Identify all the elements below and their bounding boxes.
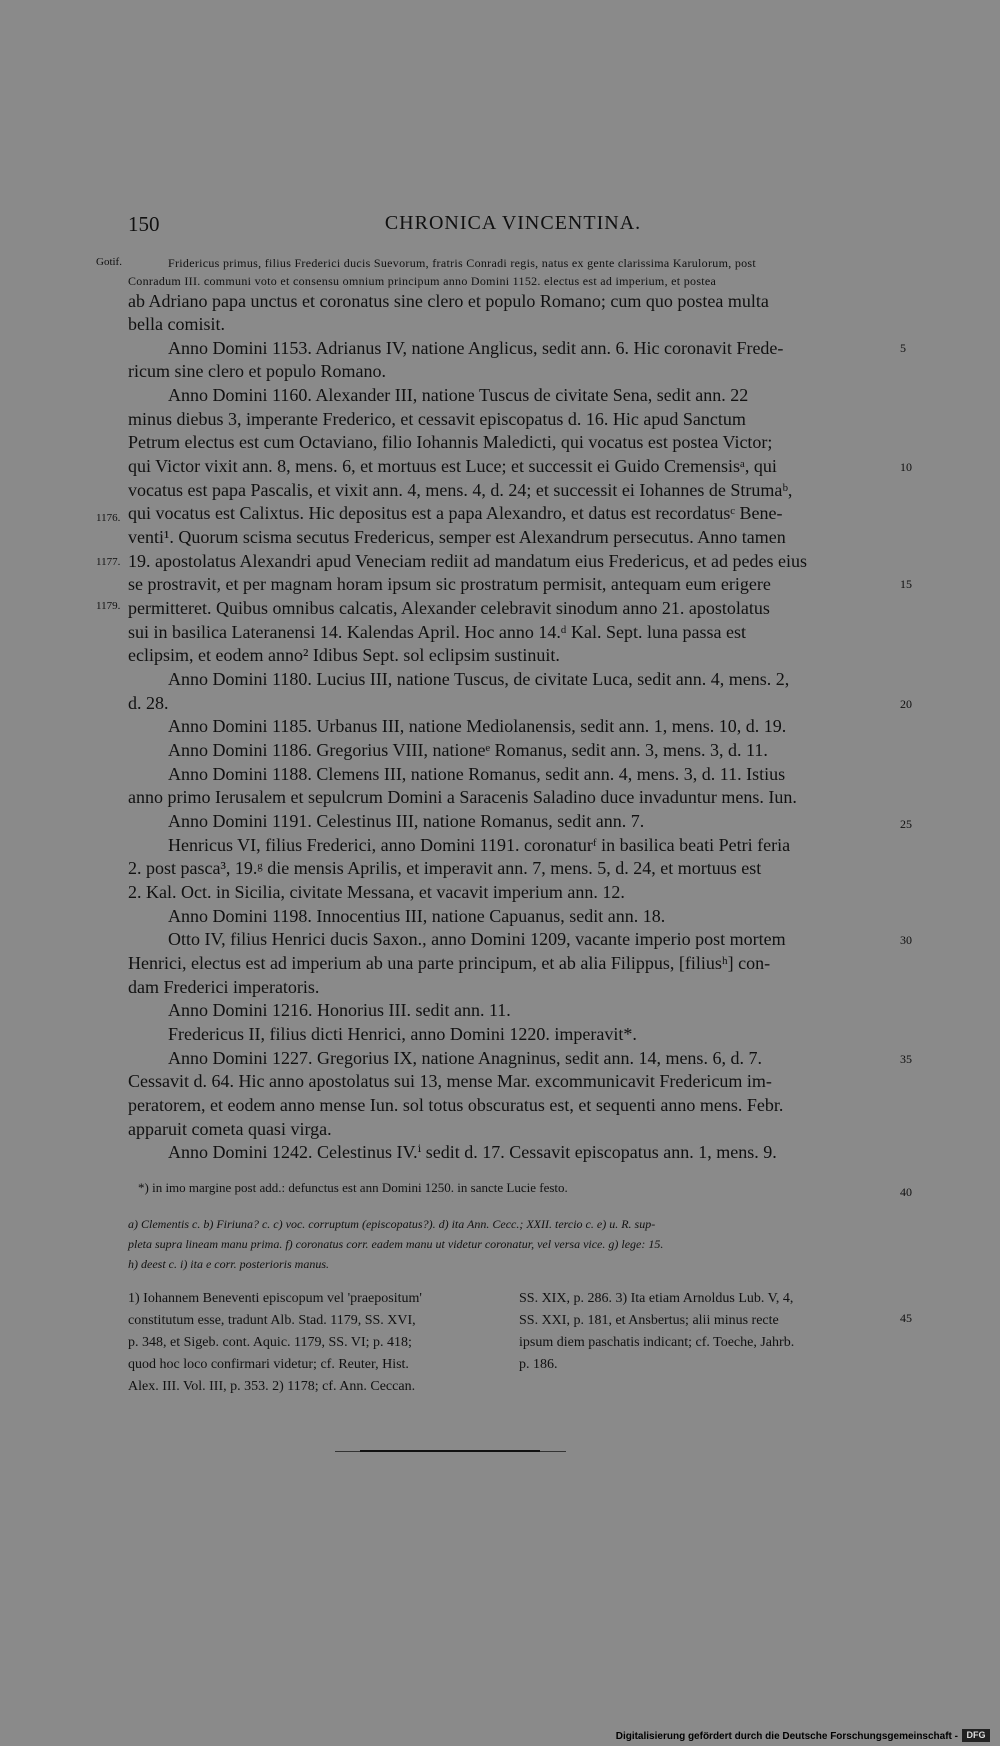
line-number: 30 [900,933,912,947]
text-line: Cessavit d. 64. Hic anno apostolatus sui 13, mense Mar. excommunicavit Fredericum im- [128,1071,772,1091]
dfg-logo-icon: DFG [962,1729,990,1742]
critical-note: h) deest c. i) ita e corr. posterioris manus. [128,1257,329,1271]
critical-note: a) Clementis c. b) Firiuna? c. c) voc. corruptum (episcopatus?). d) ita Ann. Cecc.; XXII. tercio c. e) u. R. sup- [128,1217,656,1231]
text-line: d. 28. [128,693,169,713]
footnotes-left-column [128,1288,422,1398]
text-line: Anno Domini 1216. Honorius III. sedit ann. 11. [168,1000,511,1020]
margin-note-left: 1177. [96,556,121,568]
text-line: qui Victor vixit ann. 8, mens. 6, et mortuus est Luce; et successit ei Guido Cremensisᵃ, qui [128,456,777,476]
line-number: 20 [900,697,912,711]
text-line: Fridericus primus, filius Frederici ducis Suevorum, fratris Conradi regis, natus ex gente clarissima Karulorum, post [168,256,757,270]
line-number: 35 [900,1052,912,1066]
line-number: 15 [900,577,912,591]
margin-note-left: 1176. [96,512,121,524]
page-number: 150 [128,212,160,236]
text-line: Anno Domini 1160. Alexander III, natione Tuscus de civitate Sena, sedit ann. 22 [168,385,749,405]
margin-note-left: Gotif. [96,256,122,268]
footnote-line: quod hoc loco confirmari videtur; cf. Reuter, Hist. [128,1357,409,1372]
text-line: vocatus est papa Pascalis, et vixit ann. 4, mens. 4, d. 24; et successit ei Iohannes de Strumaᵇ, [128,480,793,500]
text-line: Anno Domini 1185. Urbanus III, natione Mediolanensis, sedit ann. 1, mens. 10, d. 19. [168,716,787,736]
text-line: apparuit cometa quasi virga. [128,1119,332,1139]
footnote-line: SS. XXI, p. 181, et Ansbertus; alii minus recte [519,1313,779,1328]
text-line: 2. post pasca³, 19.ᵍ die mensis Aprilis, et imperavit ann. 7, mens. 5, d. 24, et mortuus est [128,858,762,878]
footnote-line: p. 348, et Sigeb. cont. Aquic. 1179, SS. VI; p. 418; [128,1335,412,1350]
text-line: peratorem, et eodem anno mense Iun. sol totus obscuratus est, et sequenti anno mens. Febr. [128,1095,784,1115]
critical-note: pleta supra lineam manu prima. f) coronatus corr. eadem manu ut videtur coronatur, vel versa vice. g) lege: 15. [128,1237,664,1251]
text-line: 19. apostolatus Alexandri apud Veneciam rediit ad mandatum eius Fredericus, et ad pedes eius [128,551,807,571]
footnote-line: 1) Iohannem Beneventi episcopum vel 'praepositum' [128,1291,422,1306]
text-line: venti¹. Quorum scisma secutus Fredericus, semper est Alexandrum persecutus. Anno tamen [128,527,786,547]
footnote-line: ipsum diem paschatis indicant; cf. Toeche, Jahrb. [519,1335,795,1350]
text-line: Anno Domini 1242. Celestinus IV.ⁱ sedit d. 17. Cessavit episcopatus ann. 1, mens. 9. [168,1142,777,1162]
footnote-line: Alex. III. Vol. III, p. 353. 2) 1178; cf. Ann. Ceccan. [128,1379,416,1394]
text-line: anno primo Ierusalem et sepulcrum Domini a Saracenis Saladino duce invaduntur mens. Iun. [128,787,797,807]
text-line: minus diebus 3, imperante Frederico, et cessavit episcopatus d. 16. Hic apud Sanctum [128,409,746,429]
text-line: Henrici, electus est ad imperium ab una parte principum, et ab alia Filippus, [filiusʰ] con- [128,953,771,973]
text-line: Anno Domini 1188. Clemens III, natione Romanus, sedit ann. 4, mens. 3, d. 11. Istius [168,764,786,784]
text-line: ricum sine clero et populo Romano. [128,361,386,381]
text-line: qui vocatus est Calixtus. Hic depositus est a papa Alexandro, et datus est recordatusᶜ Bene- [128,503,783,523]
text-line: Fredericus II, filius dicti Henrici, anno Domini 1220. imperavit*. [168,1024,637,1044]
text-line: sui in basilica Lateranensi 14. Kalendas April. Hoc anno 14.ᵈ Kal. Sept. luna passa est [128,622,746,642]
star-note: *) in imo margine post add.: defunctus est ann Domini 1250. in sancte Lucie festo. [138,1180,568,1195]
text-line: Henricus VI, filius Frederici, anno Domini 1191. coronaturᶠ in basilica beati Petri feria [168,835,791,855]
line-number: 45 [900,1311,912,1325]
digitization-credit: Digitalisierung gefördert durch die Deutsche Forschungsgemeinschaft - [615,1731,958,1742]
end-rule-left-fade [335,1451,361,1452]
text-line: Anno Domini 1191. Celestinus III, natione Romanus, sedit ann. 7. [168,811,645,831]
text-line: Anno Domini 1198. Innocentius III, natione Capuanus, sedit ann. 18. [168,906,666,926]
footnote-line: constitutum esse, tradunt Alb. Stad. 1179, SS. XVI, [128,1313,416,1328]
line-number: 25 [900,817,912,831]
page-header [128,212,898,242]
text-line: eclipsim, et eodem anno² Idibus Sept. sol eclipsim sustinuit. [128,645,560,665]
text-line: Anno Domini 1153. Adrianus IV, natione Anglicus, sedit ann. 6. Hic coronavit Frede- [168,338,784,358]
text-line: 2. Kal. Oct. in Sicilia, civitate Messana, et vacavit imperium ann. 12. [128,882,625,902]
running-title: CHRONICA VINCENTINA. [384,212,642,234]
end-rule-right-fade [540,1451,566,1452]
footnote-line: p. 186. [519,1357,558,1372]
text-line: permitteret. Quibus omnibus calcatis, Alexander celebravit sinodum anno 21. apostolatus [128,598,770,618]
text-line: Otto IV, filius Henrici ducis Saxon., anno Domini 1209, vacante imperio post mortem [168,929,786,949]
footnotes-right-column [519,1288,794,1376]
text-line: Anno Domini 1186. Gregorius VIII, nationeᵉ Romanus, sedit ann. 3, mens. 3, d. 11. [168,740,768,760]
text-line: dam Frederici imperatoris. [128,977,320,997]
footnote-line: SS. XIX, p. 286. 3) Ita etiam Arnoldus Lub. V, 4, [519,1291,794,1306]
margin-note-left: 1179. [96,600,121,612]
text-line: Anno Domini 1227. Gregorius IX, natione Anagninus, sedit ann. 14, mens. 6, d. 7. [168,1048,762,1068]
line-number: 40 [900,1185,912,1199]
line-number: 5 [900,341,906,355]
text-line: bella comisit. [128,314,225,334]
line-number: 10 [900,460,912,474]
text-line: ab Adriano papa unctus et coronatus sine clero et populo Romano; cum quo postea multa [128,291,769,311]
text-line: Conradum III. communi voto et consensu omnium principum anno Domini 1152. electus est ad imperium, et postea [128,274,717,288]
text-line: Anno Domini 1180. Lucius III, natione Tuscus, de civitate Luca, sedit ann. 4, mens. 2, [168,669,790,689]
text-line: se prostravit, et per magnam horam ipsum sic prostratum permisit, antequam eum erigere [128,574,771,594]
text-line: Petrum electus est cum Octaviano, filio Iohannis Maledicti, qui vocatus est postea Victor; [128,432,773,452]
end-rule [360,1450,540,1452]
